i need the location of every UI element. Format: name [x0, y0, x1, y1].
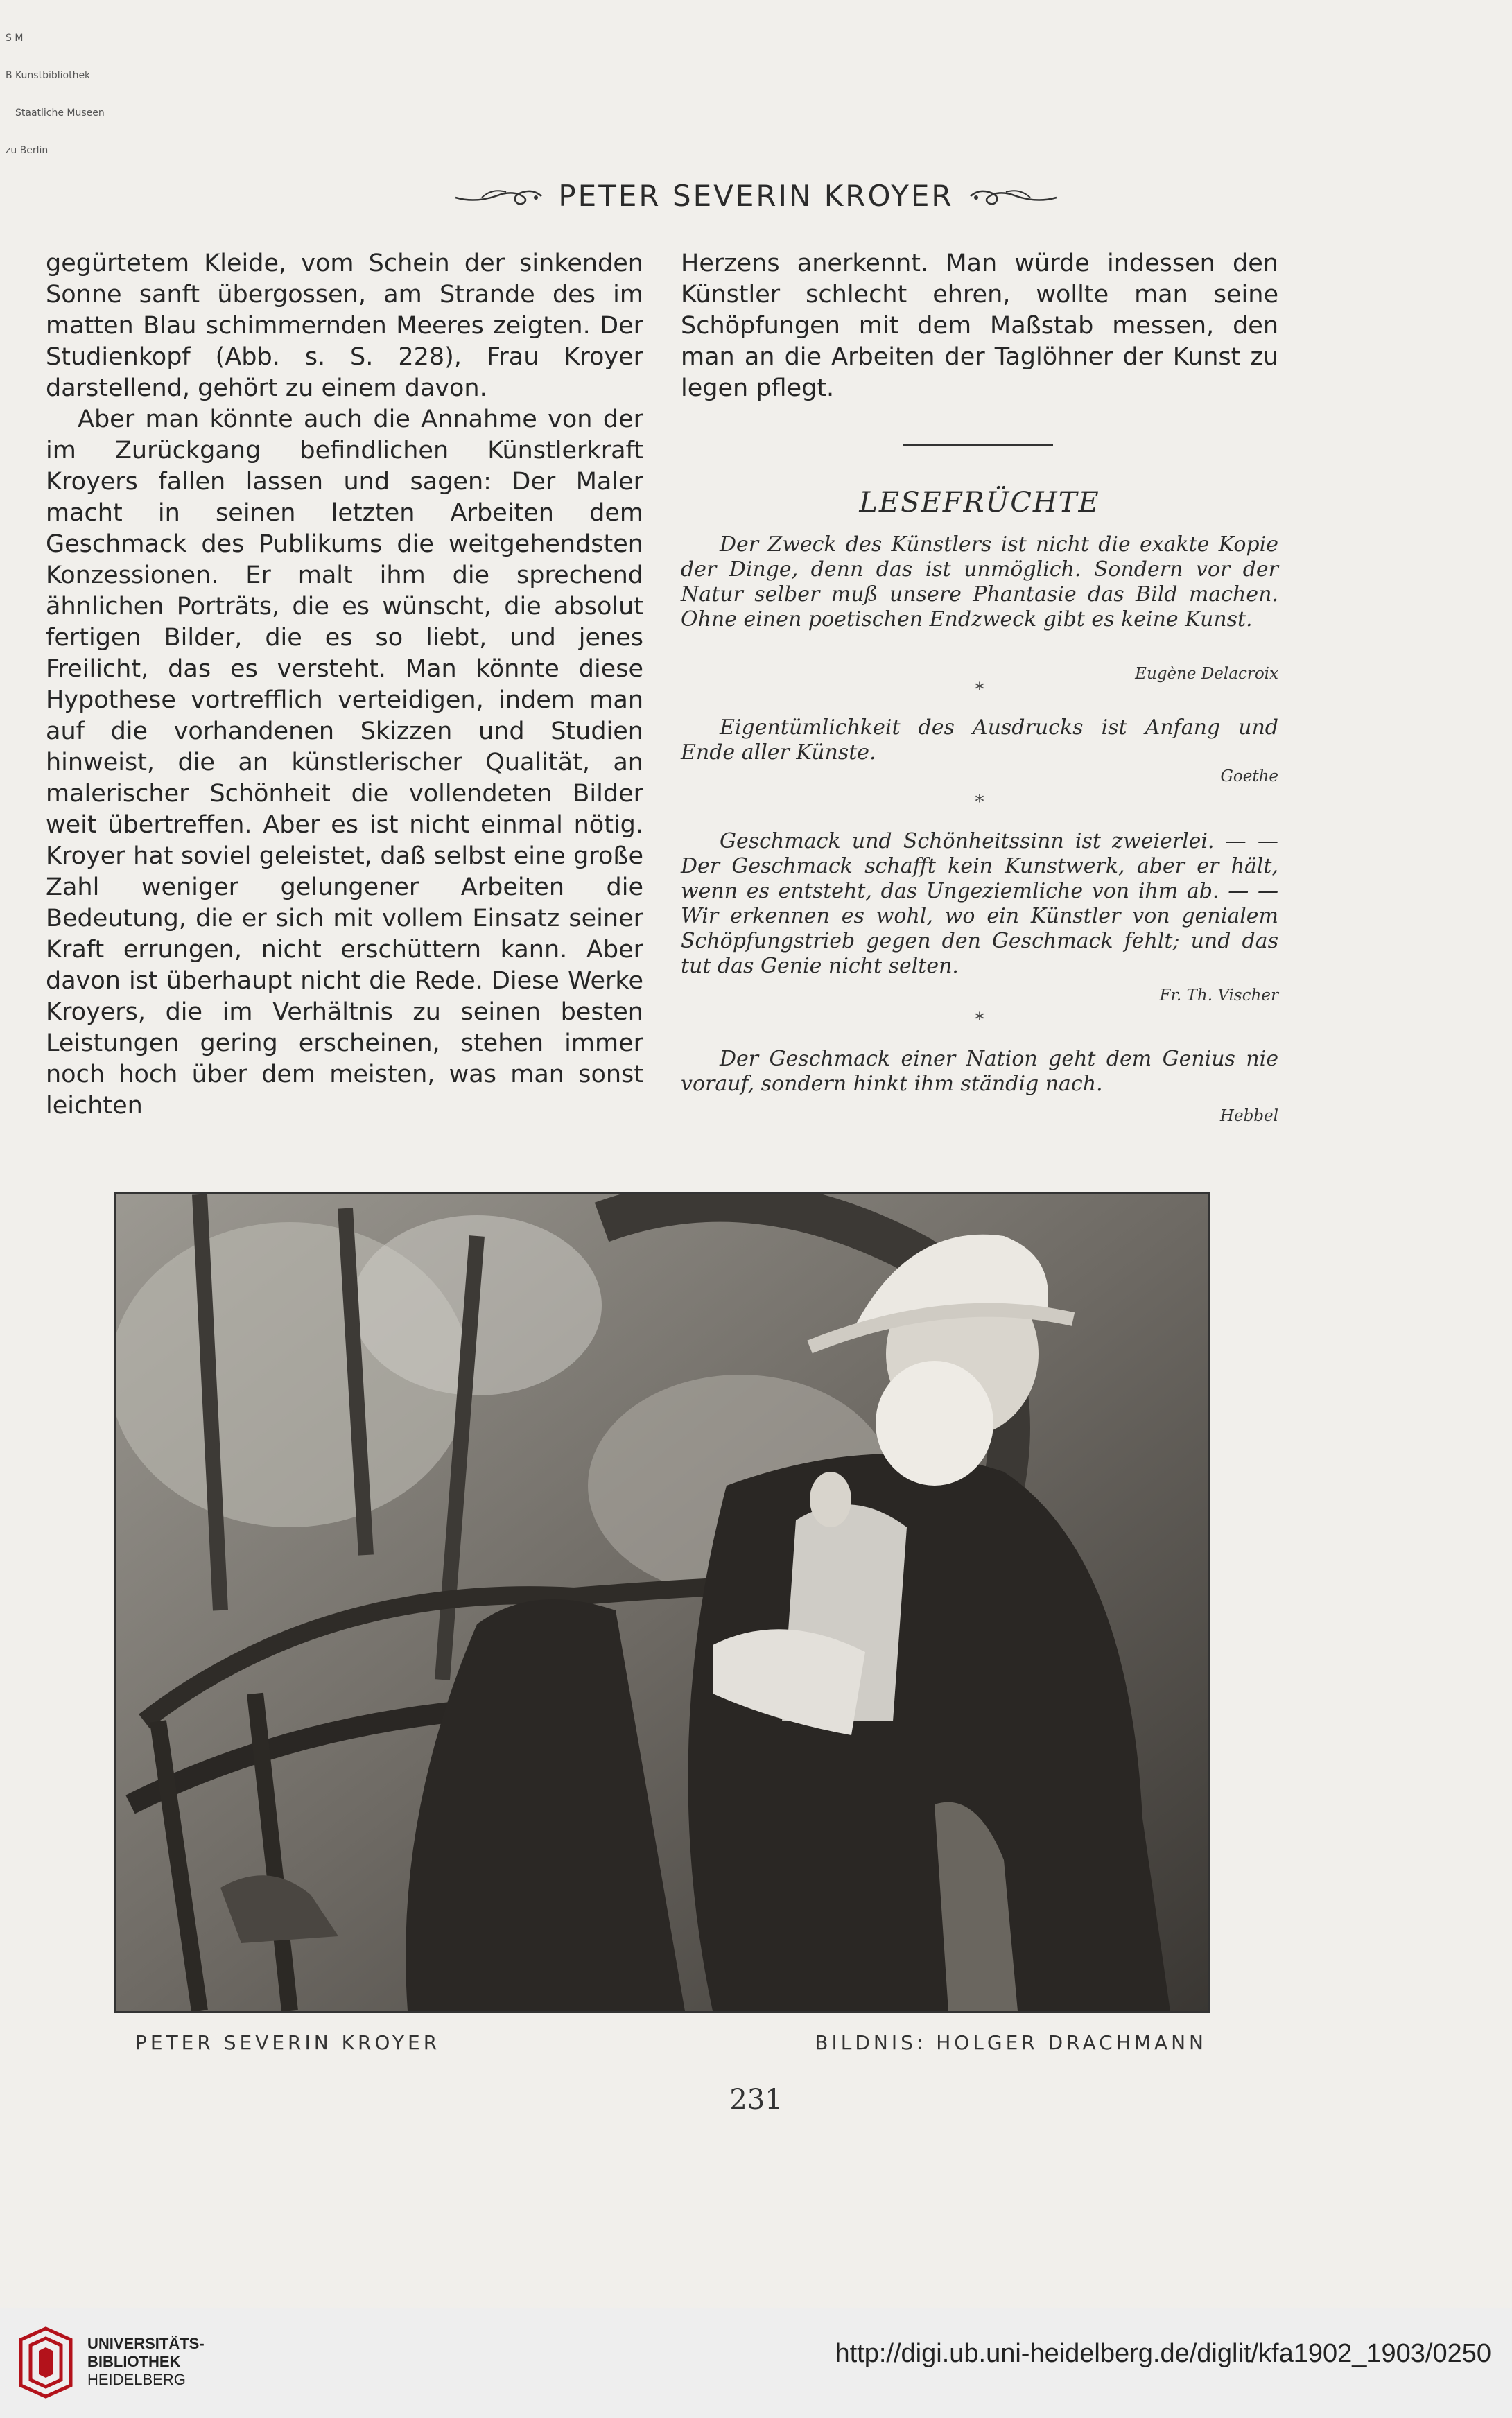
quote-text: Eigentümlichkeit des Ausdrucks ist Anfang und Ende aller Künste.	[681, 715, 1278, 765]
library-stamp	[6, 7, 105, 182]
paragraph: gegürtetem Kleide, vom Schein der sinkenden Sonne sanft übergossen, am Strande des im matten Blau schimmernden Meeres zeigten. Der Studienkopf (Abb. s. S. 228), Frau Kroyer darstellend, gehört zu einem davon.	[46, 250, 643, 402]
quote-goethe	[681, 715, 1278, 785]
caption-title: BILDNIS: HOLGER DRACHMANN	[815, 2031, 1207, 2054]
logo-line: BIBLIOTHEK	[87, 2353, 181, 2370]
quote-delacroix	[681, 532, 1278, 683]
separator-star: *	[975, 679, 984, 700]
ornament-right-icon	[968, 184, 1058, 207]
stamp-line: zu Berlin	[6, 145, 49, 156]
logo-line: HEIDELBERG	[87, 2371, 186, 2388]
ornament-left-icon	[454, 184, 544, 207]
stamp-line: B Kunstbibliothek	[6, 70, 91, 81]
quote-text: Der Zweck des Künstlers ist nicht die exakte Kopie der Dinge, denn das ist unmöglich. Sondern vor der Natur selber muß unsere Phantasie das Bild machen. Ohne einen poetischen Endzweck gibt es keine Kunst.	[681, 532, 1278, 632]
quote-author: Hebbel	[1219, 1107, 1278, 1125]
quote-text: Geschmack und Schönheitssinn ist zweierlei. — — Der Geschmack schafft kein Kunstwerk, aber er hält, wenn es entsteht, das Ungeziemliche von ihm ab. — — Wir erkennen es wohl, wo ein Künstler von genialem Schöpfungstrieb gegen den Geschmack fehlt; und das tut das Genie nicht selten.	[681, 829, 1278, 978]
stamp-line: Staatliche Museen	[15, 107, 105, 119]
separator-star: *	[975, 792, 984, 812]
portrait-painting	[114, 1192, 1210, 2013]
quote-text: Der Geschmack einer Nation geht dem Genius nie vorauf, sondern hinkt ihm ständig nach.	[681, 1047, 1278, 1096]
separator-star: *	[975, 1009, 984, 1030]
header-title: PETER SEVERIN KROYER	[558, 178, 954, 213]
quote-author: Eugène Delacroix	[1135, 665, 1278, 683]
section-divider	[903, 444, 1053, 446]
painting-image	[116, 1194, 1208, 2011]
quote-vischer	[681, 829, 1278, 1004]
running-header	[0, 175, 1512, 216]
paragraph: Herzens anerkennt. Man würde indessen den Künstler schlecht ehren, wollte man seine Schöpfungen mit dem Maßstab messen, den man an die Arbeiten der Taglöhner der Kunst zu legen pflegt.	[681, 250, 1278, 402]
caption-artist: PETER SEVERIN KROYER	[135, 2031, 441, 2054]
library-logo-text	[87, 2335, 205, 2389]
paragraph: Aber man könnte auch die Annahme von der im Zurückgang befindlichen Künstlerkraft Kroyers fallen lassen und sagen: Der Maler macht in seinen letzten Arbeiten dem Geschmack des Publikums die weitgehendsten Konzessionen. Er malt ihm die sprechend ähnlichen Porträts, die es wünscht, die absolut fertigen Bilder, die es so liebt, und jenes Freilicht, das es versteht. Man könnte diese Hypothese vortrefflich verteidigen, indem man auf die vorhandenen Skizzen und Studien hinweist, die an künstlerischer Qualität, an malerischer Schönheit die vollendeten Bilder weit übertreffen. Aber es ist nicht einmal nötig. Kroyer hat soviel geleistet, daß selbst eine große Zahl weniger gelungener Arbeiten die Bedeutung, die er sich mit vollem Einsatz seiner Kraft errungen, nicht erschüttern kann. Aber davon ist überhaupt nicht die Rede. Diese Werke Kroyers, die im Verhältnis zu seinen besten Leistungen gering erscheinen, stehen immer noch hoch über dem meisten, was man sonst leichten	[46, 406, 643, 1120]
left-text-column	[46, 248, 643, 1122]
quote-author: Fr. Th. Vischer	[1159, 986, 1278, 1004]
lesefruechte-title: LESEFRÜCHTE	[859, 487, 1100, 519]
stamp-line: S M	[6, 33, 24, 44]
logo-line: UNIVERSITÄTS-	[87, 2335, 205, 2352]
page-number: 231	[729, 2084, 783, 2116]
right-text-column	[681, 248, 1278, 404]
quote-hebbel	[681, 1047, 1278, 1125]
viewer-footer	[0, 2308, 1512, 2418]
document-url-link[interactable]: http://digi.ub.uni-heidelberg.de/diglit/kfa1902_1903/0250	[835, 2339, 1491, 2368]
library-logo-icon	[15, 2326, 76, 2399]
quote-author: Goethe	[1220, 767, 1278, 785]
